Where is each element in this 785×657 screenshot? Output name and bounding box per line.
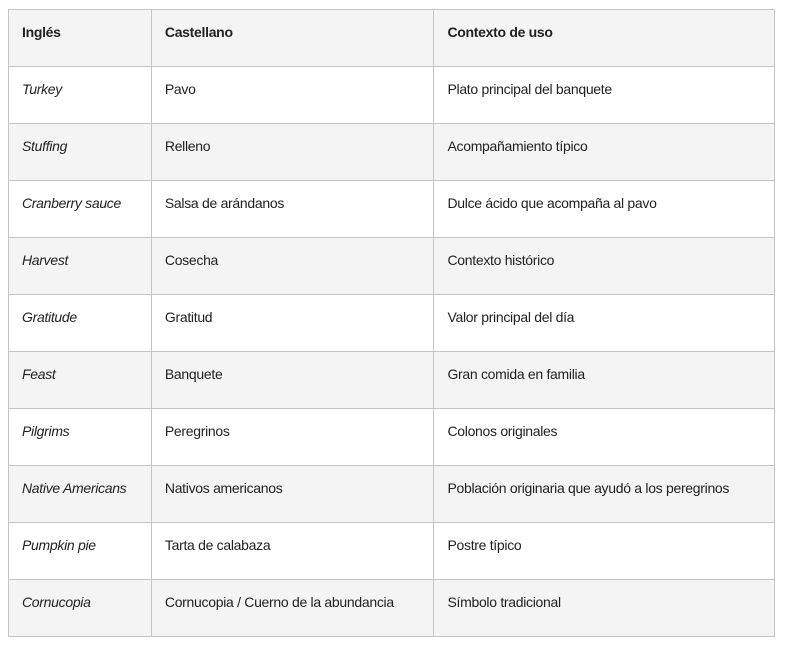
cell-english: Cranberry sauce [9, 181, 152, 238]
cell-context: Símbolo tradicional [434, 580, 775, 637]
cell-spanish: Relleno [151, 124, 434, 181]
cell-spanish: Tarta de calabaza [151, 523, 434, 580]
cell-spanish: Gratitud [151, 295, 434, 352]
cell-context: Dulce ácido que acompaña al pavo [434, 181, 775, 238]
cell-context: Valor principal del día [434, 295, 775, 352]
cell-spanish: Banquete [151, 352, 434, 409]
table-row [9, 352, 775, 409]
header-castellano: Castellano [151, 10, 434, 67]
cell-english: Cornucopia [9, 580, 152, 637]
cell-context: Gran comida en familia [434, 352, 775, 409]
cell-english: Harvest [9, 238, 152, 295]
cell-english: Turkey [9, 67, 152, 124]
table-row [9, 238, 775, 295]
vocabulary-table [8, 9, 775, 637]
cell-context: Plato principal del banquete [434, 67, 775, 124]
cell-english: Native Americans [9, 466, 152, 523]
cell-context: Población originaria que ayudó a los peregrinos [434, 466, 775, 523]
table-row [9, 181, 775, 238]
table-row [9, 466, 775, 523]
table-row [9, 580, 775, 637]
cell-spanish: Salsa de arándanos [151, 181, 434, 238]
cell-spanish: Cosecha [151, 238, 434, 295]
header-ingles: Inglés [9, 10, 152, 67]
cell-spanish: Peregrinos [151, 409, 434, 466]
cell-english: Feast [9, 352, 152, 409]
cell-context: Colonos originales [434, 409, 775, 466]
cell-spanish: Cornucopia / Cuerno de la abundancia [151, 580, 434, 637]
cell-english: Pilgrims [9, 409, 152, 466]
table-row [9, 523, 775, 580]
cell-context: Acompañamiento típico [434, 124, 775, 181]
cell-english: Stuffing [9, 124, 152, 181]
header-contexto: Contexto de uso [434, 10, 775, 67]
table-header-row [9, 10, 775, 67]
cell-context: Contexto histórico [434, 238, 775, 295]
table-row [9, 124, 775, 181]
cell-english: Gratitude [9, 295, 152, 352]
cell-context: Postre típico [434, 523, 775, 580]
table-row [9, 295, 775, 352]
cell-spanish: Pavo [151, 67, 434, 124]
table-row [9, 67, 775, 124]
table-row [9, 409, 775, 466]
cell-spanish: Nativos americanos [151, 466, 434, 523]
cell-english: Pumpkin pie [9, 523, 152, 580]
